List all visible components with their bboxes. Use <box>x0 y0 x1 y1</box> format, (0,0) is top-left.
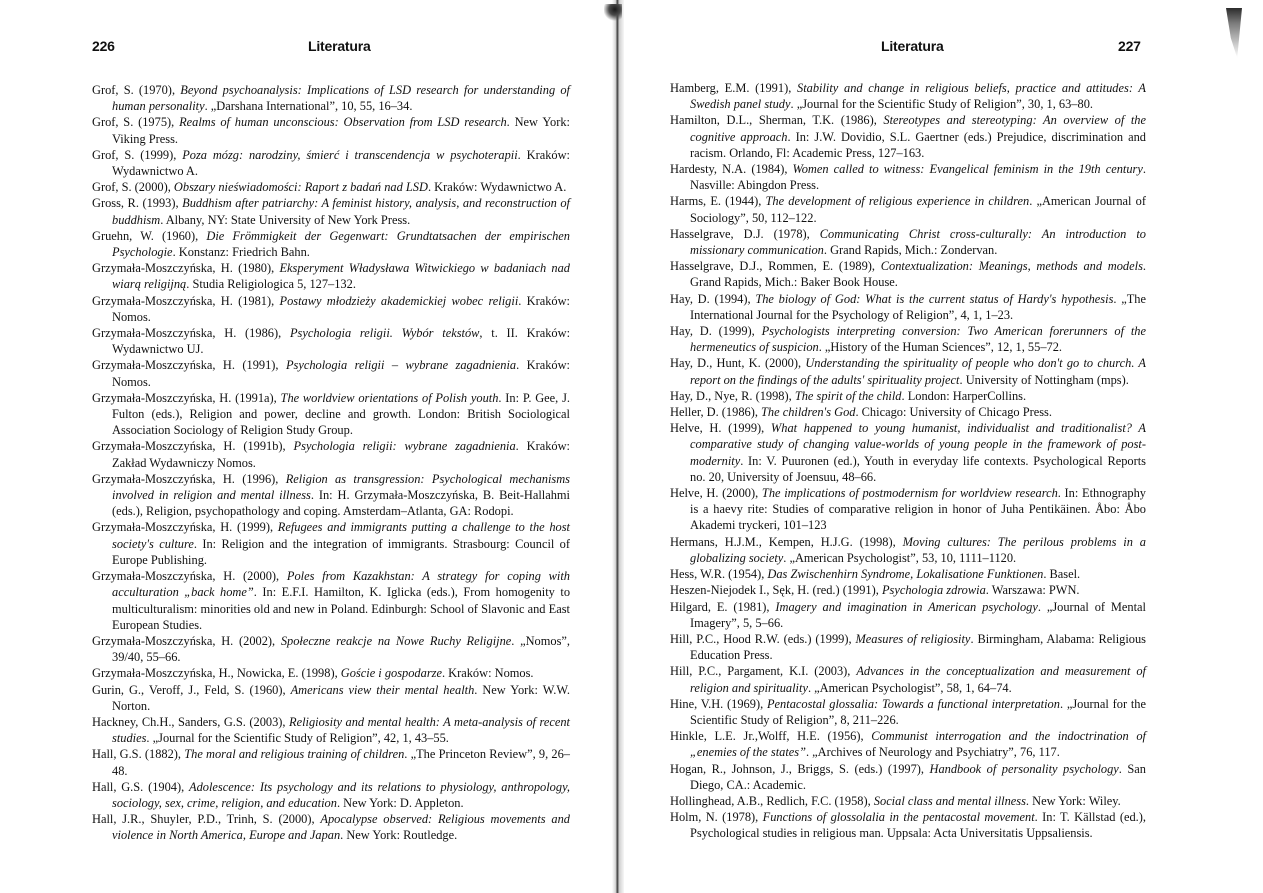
reference-pre: Hinkle, L.E. Jr.,Wolff, H.E. (1956), <box>670 729 872 744</box>
reference-pre: Hardesty, N.A. (1984), <box>670 162 793 177</box>
reference-post: . Kraków: Nomos. <box>112 293 570 324</box>
reference-entry <box>92 714 570 746</box>
reference-entry <box>670 193 1146 225</box>
reference-title: The moral and religious training of children <box>184 747 405 762</box>
reference-entry <box>670 631 1146 663</box>
reference-entry <box>92 390 570 439</box>
reference-post: . „Nomos”, 39/40, 55–66. <box>112 633 570 665</box>
reference-post: . Konstanz: Friedrich Bahn. <box>172 245 310 260</box>
reference-entry <box>92 179 570 195</box>
reference-pre: Grof, S. (1999), <box>92 147 183 162</box>
reference-title: Moving cultures: The perilous problems in a globalizing society <box>690 534 1146 565</box>
reference-title: Die Frömmigkeit der Gegenwart: Grundtatsachen der empirischen Psychologie <box>112 228 570 260</box>
reference-entry <box>92 147 570 179</box>
reference-pre: Helve, H. (2000), <box>670 486 762 501</box>
reference-pre: Grzymała-Moszczyńska, H. (1986), <box>92 326 290 341</box>
reference-list <box>670 80 1146 842</box>
reference-title: Stability and change in religious beliefs, practice and attitudes: A Swedish panel study <box>690 81 1146 112</box>
reference-post: . In: Religion and the integration of immigrants. Strasbourg: Council of Europe Publishing. <box>112 536 571 567</box>
reference-pre: Hamilton, D.L., Sherman, T.K. (1986), <box>670 113 884 128</box>
reference-pre: Hay, D., Hunt, K. (2000), <box>670 356 806 371</box>
reference-post: . „Journal for the Scientific Study of Religion”, 42, 1, 43–55. <box>146 731 449 746</box>
reference-pre: Gurin, G., Veroff, J., Feld, S. (1960), <box>92 682 291 697</box>
reference-title: Psychologia religii – wybrane zagadnienia <box>285 358 517 373</box>
reference-entry <box>670 793 1146 809</box>
reference-entry <box>670 258 1146 290</box>
reference-title: Das Zwischenhirn Syndrome, Lokalisatione Funktionen <box>767 567 1044 582</box>
reference-entry <box>92 519 570 568</box>
reference-pre: Hay, D. (1999), <box>670 324 762 339</box>
reference-pre: Hill, P.C., Pargament, K.I. (2003), <box>670 664 857 679</box>
reference-pre: Hackney, Ch.H., Sanders, G.S. (2003), <box>92 714 290 729</box>
reference-post: . Birmingham, Alabama: Religious Education Press. <box>690 631 1146 663</box>
reference-title: Obszary nieświadomości: Raport z badań nad LSD <box>173 180 428 195</box>
reference-title: Contextualization: Meanings, methods and models <box>880 259 1143 274</box>
reference-entry <box>670 226 1146 258</box>
reference-title: Advances in the conceptualization and measurement of religion and spirituality <box>690 664 1147 695</box>
reference-pre: Grzymała-Moszczyńska, H. (1991), <box>92 358 286 373</box>
reference-title: Pentacostal glossalia: Towards a functional interpretation <box>766 696 1060 711</box>
reference-post: . New York: Viking Press. <box>112 115 570 146</box>
reference-post: . „Darshana International”, 10, 55, 16–34. <box>204 99 413 114</box>
gutter-shadow <box>604 4 622 22</box>
reference-post: . San Diego, CA.: Academic. <box>690 761 1146 792</box>
reference-post: . Nasville: Abingdon Press. <box>690 162 1146 193</box>
reference-post: . „Archives of Neurology and Psychiatry”, 76, 117. <box>805 745 1060 760</box>
reference-post: . New York: D. Appleton. <box>336 795 464 810</box>
reference-entry <box>670 728 1146 760</box>
reference-entry <box>92 260 570 292</box>
reference-pre: Grzymała-Moszczyńska, H. (1991a), <box>92 390 281 405</box>
reference-title: Communist interrogation and the indoctrination of „enemies of the states” <box>690 729 1146 760</box>
reference-title: Poza mózg: narodziny, śmierć i transcendencja w psychoterapii <box>182 147 518 162</box>
reference-entry <box>92 568 570 633</box>
reference-post: . Kraków: Wydawnictwo A. <box>112 147 570 179</box>
reference-title: The implications of postmodernism for worldview research <box>761 486 1058 501</box>
reference-entry <box>670 323 1146 355</box>
reference-post: . In: Ethnography is a haevy rite: Studies of comparative religion in honor of Juha Pentikäinen. Åbo: Åbo Akademi tryckeri, 101–123 <box>690 486 1147 533</box>
reference-list <box>92 82 570 844</box>
reference-entry <box>670 112 1146 161</box>
reference-post: , t. II. Kraków: Wydawnictwo UJ. <box>112 326 571 357</box>
reference-pre: Grzymała-Moszczyńska, H. (2000), <box>92 569 287 584</box>
reference-entry <box>92 665 570 681</box>
reference-post: . „American Psychologist”, 53, 10, 1111–1120. <box>783 550 1017 565</box>
reference-entry <box>92 779 570 811</box>
reference-entry <box>92 811 570 843</box>
reference-pre: Grof, S. (2000), <box>92 180 174 195</box>
reference-entry <box>670 696 1146 728</box>
reference-title: Psychologists interpreting conversion: Two American forerunners of the hermeneutics of suspicion <box>690 324 1146 355</box>
reference-entry <box>670 291 1146 323</box>
reference-title: Measures of religiosity <box>855 631 971 646</box>
reference-post: . „American Psychologist”, 58, 1, 64–74. <box>807 680 1012 695</box>
reference-post: . Chicago: University of Chicago Press. <box>855 405 1052 420</box>
reference-entry <box>670 420 1146 485</box>
reference-title: The spirit of the child <box>794 388 902 403</box>
reference-pre: Hine, V.H. (1969), <box>670 696 767 711</box>
reference-title: Communicating Christ cross-culturally: An introduction to missionary communication <box>690 226 1146 258</box>
reference-pre: Hamberg, E.M. (1991), <box>670 81 797 95</box>
reference-title: Religiosity and mental health: A meta-analysis of recent studies <box>112 714 570 746</box>
reference-pre: Grzymała-Moszczyńska, H. (1991b), <box>92 439 294 454</box>
reference-entry <box>92 357 570 389</box>
reference-post: . „Journal of Mental Imagery”, 5, 5–66. <box>690 599 1146 630</box>
reference-pre: Hill, P.C., Hood R.W. (eds.) (1999), <box>670 631 856 646</box>
reference-pre: Grzymała-Moszczyńska, H. (1980), <box>92 261 280 276</box>
reference-title: Beyond psychoanalysis: Implications of LSD research for understanding of human personality <box>112 83 570 114</box>
reference-title: Eksperyment Władysława Witwickiego w badaniach nad wiarą religijną <box>112 261 570 292</box>
reference-title: The biology of God: What is the current status of Hardy's hypothesis <box>755 291 1114 306</box>
reference-post: . New York: W.W. Norton. <box>112 682 571 713</box>
reference-pre: Heszen-Niejodek I., Sęk, H. (red.) (1991), <box>670 583 882 598</box>
reference-post: . Kraków: Wydawnictwo A. <box>427 180 567 195</box>
reference-title: Psychologia religii. Wybór tekstów <box>289 326 480 341</box>
reference-title: Stereotypes and stereotyping: An overview of the cognitive approach <box>690 113 1147 144</box>
reference-pre: Hay, D. (1994), <box>670 291 756 306</box>
reference-entry <box>92 293 570 325</box>
reference-entry <box>670 566 1146 582</box>
reference-title: Women called to witness: Evangelical feminism in the 19th century <box>792 162 1143 177</box>
reference-post: . „Journal for the Scientific Study of Religion”, 30, 1, 63–80. <box>790 97 1093 112</box>
reference-pre: Grof, S. (1975), <box>92 115 180 130</box>
running-title: Literatura <box>881 38 944 54</box>
reference-entry <box>92 471 570 520</box>
reference-post: . Grand Rapids, Mich.: Zondervan. <box>823 243 998 258</box>
reference-title: Functions of glossolalia in the pentacostal movement <box>762 810 1035 825</box>
reference-title: The children's God <box>761 405 856 420</box>
reference-post: . Studia Religiologica 5, 127–132. <box>186 277 356 292</box>
reference-post: . „The International Journal for the Psychology of Religion”, 4, 1, 1–23. <box>690 291 1147 322</box>
reference-pre: Grzymała-Moszczyńska, H. (1999), <box>92 520 278 535</box>
reference-pre: Hall, G.S. (1904), <box>92 779 190 794</box>
reference-title: Understanding the spirituality of people who don't go to church. A report on the findings of the adults' spirituality project <box>690 356 1146 387</box>
reference-title: Apocalypse observed: Religious movements and violence in North America, Europe and Japan <box>112 812 570 843</box>
reference-post: . New York: Routledge. <box>340 828 458 843</box>
page-number: 227 <box>1118 38 1141 54</box>
reference-title: The worldview orientations of Polish youth <box>280 390 499 405</box>
reference-post: . In: J.W. Dovidio, S.L. Gaertner (eds.) Prejudice, discrimination and racism. Orlando, Fl: Academic Press, 127–163. <box>690 129 1146 160</box>
reference-post: . In: V. Puuronen (ed.), Youth in everyday life contexts. Psychological Reports no. 20, University of Joensuu, 48–66. <box>690 453 1146 484</box>
reference-entry <box>92 325 570 357</box>
reference-post: . Warszawa: PWN. <box>985 583 1080 598</box>
reference-title: Religion as transgression: Psychological mechanisms involved in religion and mental illness <box>112 471 571 503</box>
reference-post: . „Journal for the Scientific Study of Religion”, 8, 211–226. <box>690 696 1147 727</box>
reference-entry <box>670 761 1146 793</box>
reference-title: Social class and mental illness <box>873 793 1026 808</box>
book-gutter <box>612 0 624 893</box>
reference-title: What happened to young humanist, individualist and traditionalist? A comparative study of changing value-worlds of young people in the framework of post-modernity <box>690 421 1146 468</box>
reference-pre: Hermans, H.J.M., Kempen, H.J.G. (1998), <box>670 534 903 549</box>
reference-pre: Hess, W.R. (1954), <box>670 567 768 582</box>
reference-pre: Hall, G.S. (1882), <box>92 747 185 762</box>
reference-entry <box>670 809 1146 841</box>
reference-title: Postawy młodzieży akademickiej wobec religii <box>279 293 519 308</box>
reference-entry <box>92 195 570 227</box>
reference-pre: Grzymała-Moszczyńska, H. (1996), <box>92 471 286 486</box>
reference-entry <box>92 633 570 665</box>
left-page <box>0 0 612 893</box>
reference-post: . Kraków: Nomos. <box>112 358 570 389</box>
reference-post: . „American Journal of Sociology”, 50, 112–122. <box>690 194 1146 225</box>
reference-post: . In: H. Grzymała-Moszczyńska, B. Beit-Hallahmi (eds.), Religion, psychopathology and coping. Amsterdam–Atlanta, GA: Rodopi. <box>112 488 570 519</box>
reference-entry <box>92 228 570 260</box>
reference-title: The development of religious experience in children <box>765 194 1030 209</box>
right-page <box>624 0 1263 893</box>
reference-entry <box>670 582 1146 598</box>
reference-pre: Gross, R. (1993), <box>92 196 183 211</box>
reference-post: . New York: Wiley. <box>1025 793 1121 808</box>
reference-entry <box>670 355 1146 387</box>
reference-post: . Albany, NY: State University of New York Press. <box>160 212 411 227</box>
reference-pre: Hilgard, E. (1981), <box>670 599 776 614</box>
reference-title: Imagery and imagination in American psychology <box>775 599 1038 614</box>
reference-pre: Hay, D., Nye, R. (1998), <box>670 388 795 403</box>
reference-title: Handbook of personality psychology <box>929 761 1119 776</box>
running-title: Literatura <box>308 38 371 54</box>
reference-pre: Heller, D. (1986), <box>670 405 762 420</box>
reference-post: . „The Princeton Review”, 9, 26–48. <box>112 747 571 778</box>
reference-post: . In: T. Källstad (ed.), Psychological studies in religious man. Uppsala: Acta Universitatis Uppsaliensis. <box>690 810 1146 841</box>
reference-entry <box>670 599 1146 631</box>
reference-title: Goście i gospodarze <box>340 666 442 681</box>
reference-entry <box>92 682 570 714</box>
reference-pre: Hasselgrave, D.J. (1978), <box>670 226 820 241</box>
reference-pre: Harms, E. (1944), <box>670 194 766 209</box>
reference-post: . London: HarperCollins. <box>901 388 1027 403</box>
reference-entry <box>670 663 1146 695</box>
reference-pre: Grzymała-Moszczyńska, H. (1981), <box>92 293 280 308</box>
reference-entry <box>670 534 1146 566</box>
reference-post: . „History of the Human Sciences”, 12, 1, 55–72. <box>818 340 1063 355</box>
reference-post: . Basel. <box>1043 567 1081 582</box>
reference-post: . Kraków: Zakład Wydawniczy Nomos. <box>112 439 570 470</box>
reference-title: Adolescence: Its psychology and its relations to physiology, anthropology, sociology, sex, crime, religion, and education <box>112 779 570 810</box>
reference-title: Americans view their mental health <box>290 682 475 697</box>
reference-pre: Gruehn, W. (1960), <box>92 228 207 243</box>
reference-post: . University of Nottingham (mps). <box>959 372 1129 387</box>
reference-pre: Grzymała-Moszczyńska, H. (2002), <box>92 633 281 648</box>
reference-post: . In: P. Gee, J. Fulton (eds.), Religion and power, decline and growth. London: British Sociological Association Sociology of Religion Study Group. <box>112 390 570 438</box>
reference-pre: Holm, N. (1978), <box>670 810 763 825</box>
page-number: 226 <box>92 38 115 54</box>
reference-post: . In: E.F.I. Hamilton, K. Iglicka (eds.), From homogenity to multiculturalism: minorities old and new in Poland. Edinburgh: School of Slavonic and East European Studies. <box>112 585 571 632</box>
reference-pre: Hogan, R., Johnson, J., Briggs, S. (eds.) (1997), <box>670 761 930 776</box>
reference-pre: Helve, H. (1999), <box>670 421 771 436</box>
reference-entry <box>670 161 1146 193</box>
reference-title: Psychologia religii: wybrane zagadnienia <box>293 439 516 454</box>
reference-entry <box>670 485 1146 534</box>
reference-title: Buddhism after patriarchy: A feminist history, analysis, and reconstruction of buddhism <box>112 196 570 227</box>
reference-pre: Hasselgrave, D.J., Rommen, E. (1989), <box>670 259 881 274</box>
reference-entry <box>92 438 570 470</box>
reference-pre: Hall, J.R., Shuyler, P.D., Trinh, S. (2000), <box>92 812 321 827</box>
reference-post: . Grand Rapids, Mich.: Baker Book House. <box>690 259 1147 290</box>
reference-post: . Kraków: Nomos. <box>441 666 534 681</box>
reference-entry <box>670 80 1146 112</box>
reference-title: Poles from Kazakhstan: A strategy for coping with acculturation „back home” <box>112 569 571 600</box>
reference-title: Psychologia zdrowia <box>881 583 986 598</box>
reference-title: Społeczne reakcje na Nowe Ruchy Religijne <box>280 633 512 648</box>
reference-entry <box>670 388 1146 404</box>
reference-entry <box>92 114 570 146</box>
reference-title: Realms of human unconscious: Observation from LSD research <box>179 115 507 130</box>
reference-title: Refugees and immigrants putting a challenge to the host society's culture <box>112 520 570 551</box>
reference-entry <box>92 82 570 114</box>
reference-pre: Grzymała-Moszczyńska, H., Nowicka, E. (1998), <box>92 666 341 681</box>
reference-pre: Grof, S. (1970), <box>92 83 181 97</box>
reference-pre: Hollinghead, A.B., Redlich, F.C. (1958), <box>670 793 874 808</box>
reference-entry <box>670 404 1146 420</box>
reference-entry <box>92 746 570 778</box>
